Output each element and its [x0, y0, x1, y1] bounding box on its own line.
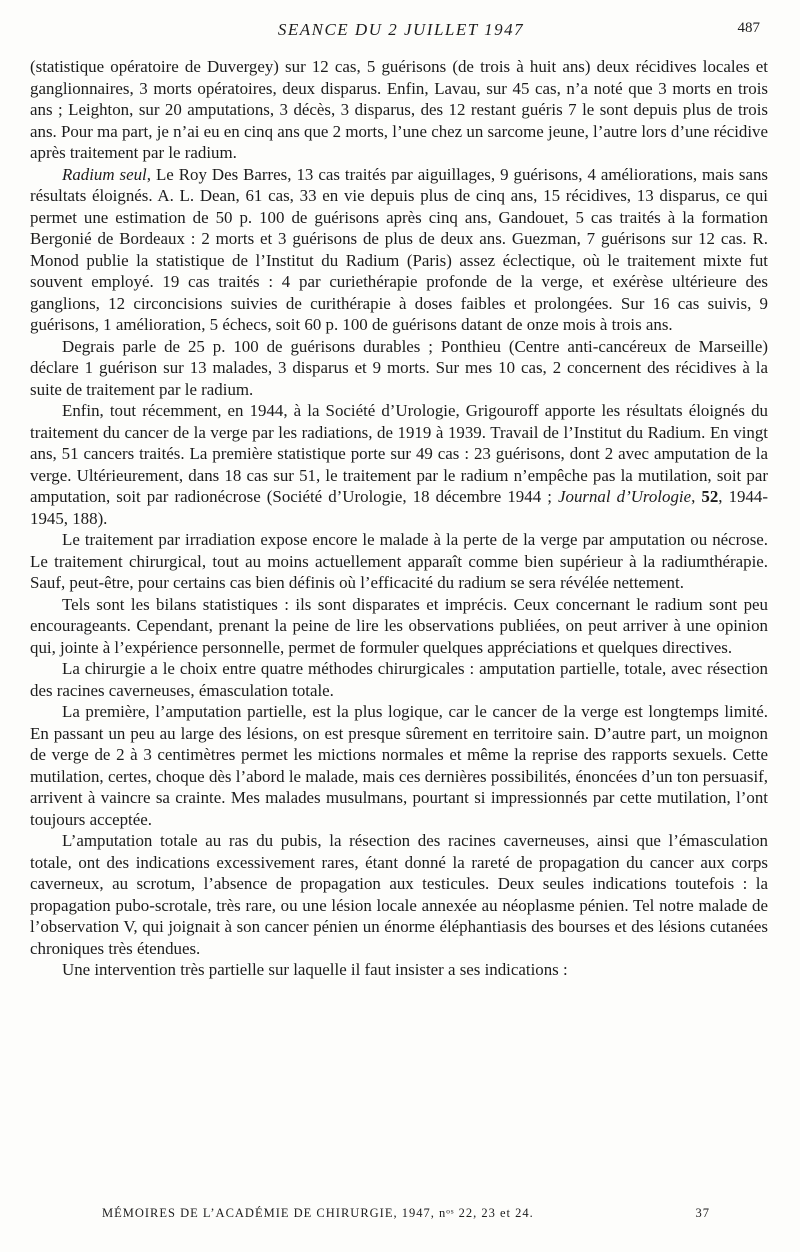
body-paragraph [30, 336, 768, 401]
bold-text: 52 [701, 487, 719, 506]
text-segment: La première, l’amputation partielle, est la plus logique, car le cancer de la verge est longtemps limité. En passant un peu au large des lésions, on est presque sûrement en territoire sain. D’autre part, un moignon de verge de 2 à 3 centimètres permet les mictions normales et même la reprise des rapports sexuels. Cette mutilation, certes, choque dès l’abord le malade, mais ces dernières possibilités, énoncées d’un ton persuasif, arrivent à vaincre sa crainte. Mes malades musulmans, pourtant si impressionnés par cette mutilation, l’ont toujours acceptée. [30, 702, 768, 829]
text-segment: (statistique opératoire de Duvergey) sur 12 cas, 5 guérisons (de trois à huit ans) deux récidives locales et ganglionnaires, 3 morts opératoires, deux disparus. Enfin, Lavau, sur 45 cas, n’a noté que 3 morts en trois ans ; Leighton, sur 20 amputations, 3 décès, 3 disparus, des 12 restant guéris 7 le sont depuis plus de trois ans. Pour ma part, je n’ai eu en cinq ans que 2 morts, l’une chez un sarcome jeune, l’autre lors d’une récidive après traitement par le radium. [30, 57, 768, 162]
text-segment: , [691, 487, 702, 506]
body-paragraph [30, 959, 768, 981]
text-segment: L’amputation totale au ras du pubis, la résection des racines caverneuses, ainsi que l’émasculation totale, ont des indications excessivement rares, étant donné la rareté de propagation du cancer aux corps caverneux, au scrotum, l’absence de propagation aux testicules. Deux seules indications toutefois : la propagation pubo-scrotale, très rare, ou une lésion locale annexée au néoplasme pénien. Tel notre malade de l’observation V, qui joignait à son cancer pénien un énorme éléphantiasis des bourses et des lésions cutanées chroniques très étendues. [30, 831, 768, 958]
page-number: 487 [737, 20, 760, 36]
running-head [32, 20, 770, 44]
text-segment: Le traitement par irradiation expose encore le malade à la perte de la verge par amputation ou nécrose. Le traitement chirurgical, tout au moins actuellement apparaît comme bien supérieur à la radiumthérapie. Sauf, peut-être, pour certains cas bien définis où l’efficacité du radium se sera révélée nettement. [30, 530, 768, 592]
italic-text: Radium seul [62, 164, 147, 184]
text-segment: , 1944-1945, 188). [30, 487, 768, 528]
italic-text: Journal d’Urologie [558, 487, 692, 506]
body-paragraph [30, 701, 768, 830]
running-title: SEANCE DU 2 JUILLET 1947 [277, 20, 525, 39]
body-paragraph [30, 830, 768, 959]
text-segment: , Le Roy Des Barres, 13 cas traités par aiguillages, 9 guérisons, 4 améliorations, mais sans résultats éloignés. A. L. Dean, 61 cas, 33 en vie depuis plus de cinq ans, 15 récidives, 13 disparus, ce qui permet une estimation de 50 p. 100 de guérisons après cinq ans, Gandouet, 5 cas traités à la formation Bergonié de Bordeaux : 2 morts et 3 guérisons de plus de deux ans. Guezman, 7 guérisons sur 12 cas. R. Monod publie la statistique de l’Institut du Radium (Paris) assez éclectique, où le traitement mixte fut souvent employé. 19 cas traités : 4 par curiethérapie profonde de la verge, et exérèse ultérieure des ganglions, 12 circoncisions suivies de curithérapie à doses faibles et prolongées. Sur 16 cas suivis, 9 guérisons, 1 amélioration, 5 échecs, soit 60 p. 100 de guérisons datant de onze mois à trois ans. [30, 164, 768, 334]
body-paragraph [30, 400, 768, 529]
body-paragraph [30, 56, 768, 164]
footer-signature-mark: 37 [695, 1206, 710, 1220]
body-paragraph [30, 594, 768, 659]
body-paragraph [30, 164, 768, 336]
text-segment: Une intervention très partielle sur laquelle il faut insister a ses indications : [62, 960, 568, 979]
text-segment: Degrais parle de 25 p. 100 de guérisons durables ; Ponthieu (Centre anti-cancéreux de Marseille) déclare 1 guérison sur 13 malades, 3 disparus et 9 morts. Sur mes 10 cas, 2 concernent des récidives à la suite de traitement par le radium. [30, 336, 768, 399]
body-paragraph [30, 658, 768, 701]
footer-journal-citation: MÉMOIRES DE L’ACADÉMIE DE CHIRURGIE, 1947, nᵒˢ 22, 23 et 24. [102, 1206, 534, 1220]
body-paragraph [30, 529, 768, 594]
text-segment: La chirurgie a le choix entre quatre méthodes chirurgicales : amputation partielle, totale, avec résection des racines caverneuses, émasculation totale. [30, 659, 768, 700]
text-segment: Enfin, tout récemment, en 1944, à la Société d’Urologie, Grigouroff apporte les résultats éloignés du traitement du cancer de la verge par les radiations, de 1919 à 1939. Travail de l’Institut du Radium. En vingt ans, 51 cancers traités. La première statistique porte sur 49 cas : 23 guérisons, dont 2 avec amputation de la verge. Ultérieurement, dans 18 cas sur 51, le traitement par le radium n’empêche pas la mutilation, soit par amputation, soit par radionécrose (Société d’Urologie, 18 décembre 1944 ; [30, 401, 768, 506]
body-text [30, 56, 768, 981]
page-footer [102, 1206, 710, 1226]
text-segment: Tels sont les bilans statistiques : ils sont disparates et imprécis. Ceux concernant le radium sont peu encourageants. Cependant, prenant la peine de lire les observations publiées, on peut arriver à une opinion qui, jointe à l’expérience personnelle, permet de formuler quelques appréciations et quelques directives. [30, 594, 768, 657]
